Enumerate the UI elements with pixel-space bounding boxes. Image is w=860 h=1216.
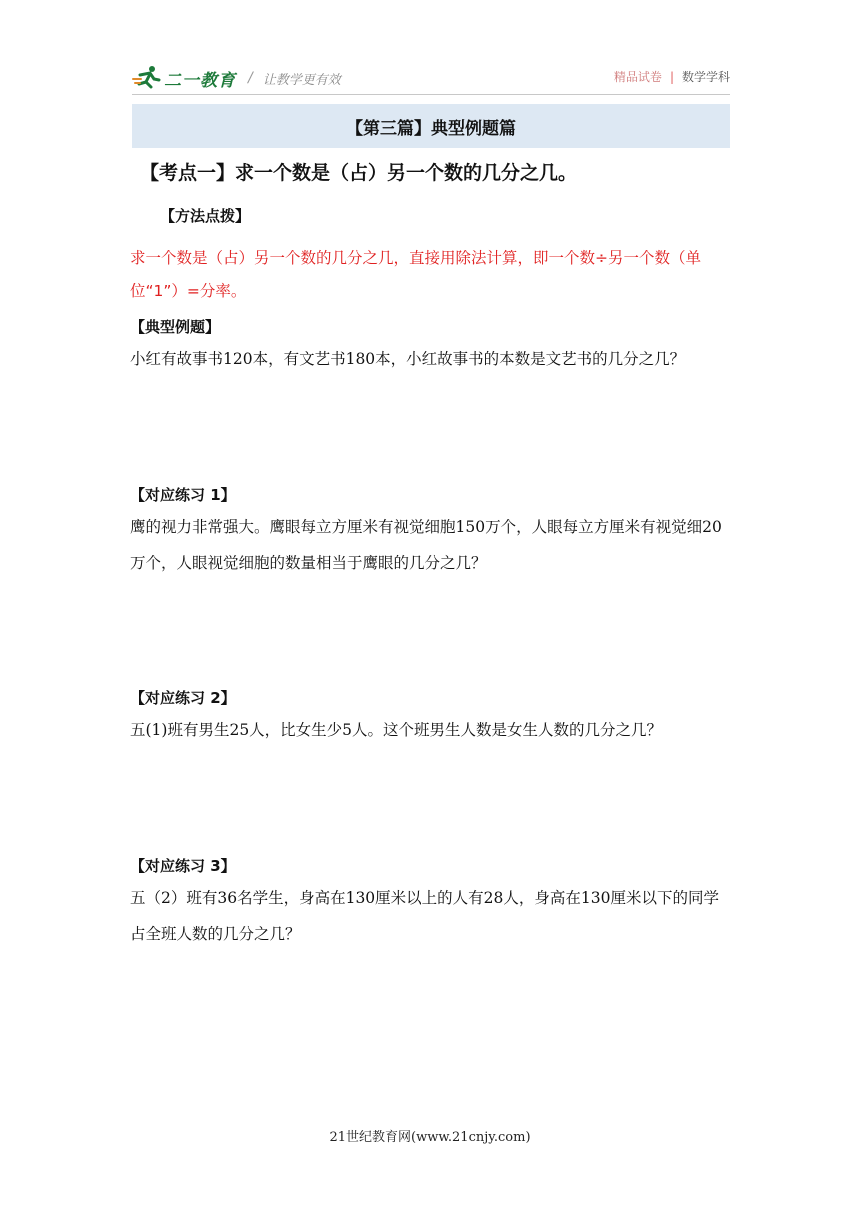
- logo-separator: /: [248, 70, 253, 86]
- page-header: [132, 64, 730, 95]
- key-point-title: 【考点一】求一个数是（占）另一个数的几分之几。: [140, 162, 578, 184]
- header-subject: [614, 68, 730, 85]
- example-title: 【典型例题】: [130, 318, 221, 336]
- logo-slogan: 让教学更有效: [262, 72, 341, 88]
- section-title: 【第三篇】典型例题篇: [132, 104, 730, 148]
- method-text: 求一个数是（占）另一个数的几分之几，直接用除法计算，即一个数÷另一个数（单位“1”）=分率。: [130, 249, 701, 300]
- page-footer: 21世纪教育网(www.21cnjy.com): [329, 1130, 531, 1145]
- method-title: 【方法点拨】: [160, 207, 251, 225]
- practice-2-title: 【对应练习 2】: [130, 689, 236, 707]
- header-category: 精品试卷: [613, 70, 662, 84]
- practice-1-text: 鹰的视力非常强大。鹰眼每立方厘米有视觉细胞150万个，人眼每立方厘米有视觉细20万个，人眼视觉细胞的数量相当于鹰眼的几分之几？: [130, 518, 722, 572]
- practice-3-title: 【对应练习 3】: [130, 857, 236, 875]
- practice-1-title: 【对应练习 1】: [130, 486, 236, 504]
- practice-2-text: 五(1)班有男生25人，比女生少5人。这个班男生人数是女生人数的几分之几？: [130, 721, 663, 739]
- practice-3-text: 五（2）班有36名学生，身高在130厘米以上的人有28人，身高在130厘米以下的同学占全班人数的几分之几？: [130, 889, 719, 943]
- example-text: 小红有故事书120本，有文艺书180本，小红故事书的本数是文艺书的几分之几？: [130, 350, 686, 368]
- header-subject-label: 数学学科: [681, 70, 730, 84]
- logo: [132, 64, 341, 92]
- header-divider: |: [669, 69, 674, 84]
- runner-logo-icon: [132, 65, 162, 91]
- logo-text: 二一教育: [164, 70, 236, 91]
